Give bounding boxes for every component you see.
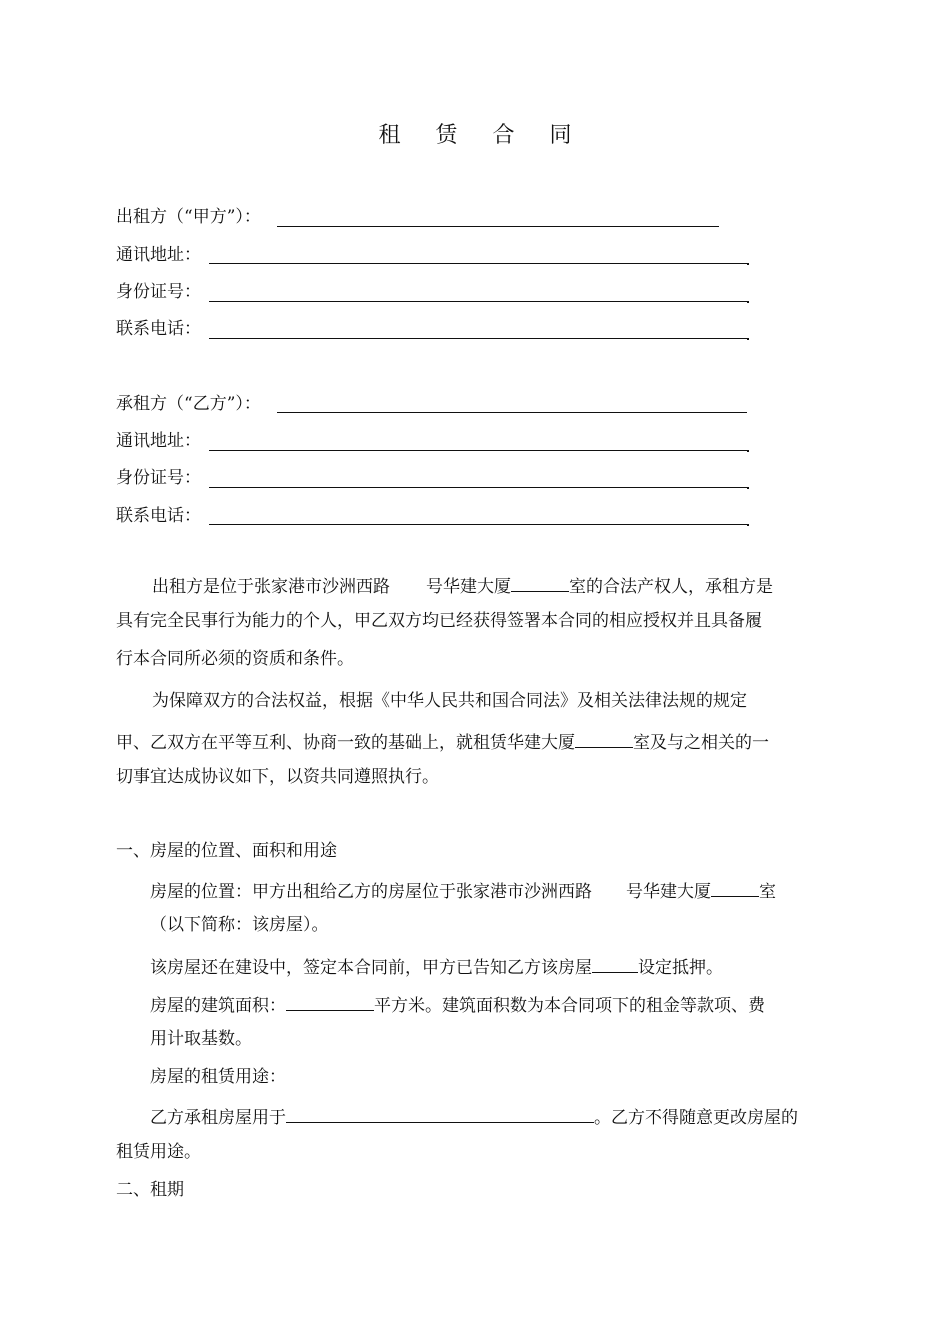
- area-text-b: 平方米。建筑面积数为本合同项下的租金等款项、费: [374, 996, 765, 1016]
- line-end-mark: [747, 338, 749, 340]
- location-text-b: 号华建大厦: [626, 882, 711, 902]
- intro1-text-c: 室的合法产权人，承租方是: [569, 577, 773, 597]
- area-blank[interactable]: [286, 992, 374, 1011]
- intro1-line3: 行本合同所必须的资质和条件。: [116, 649, 354, 669]
- area-line2: 用计取基数。: [150, 1029, 252, 1049]
- lessee-name-field[interactable]: [277, 412, 747, 413]
- intro2-line2: [116, 729, 769, 753]
- location-line: [150, 878, 776, 902]
- line-end-mark: [747, 524, 749, 526]
- section2-heading: 二、租期: [116, 1180, 184, 1200]
- use-text-a: 乙方承租房屋用于: [150, 1108, 286, 1128]
- lessor-address-field[interactable]: [209, 263, 747, 264]
- lessee-phone-field[interactable]: [209, 524, 747, 525]
- line-end-mark: [747, 450, 749, 452]
- intro2-text-a: 甲、乙双方在平等互利、协商一致的基础上，就租赁华建大厦: [116, 733, 575, 753]
- room-number-blank[interactable]: [711, 878, 759, 897]
- location-note: （以下简称：该房屋）。: [150, 915, 329, 935]
- use-line: [150, 1104, 798, 1128]
- lessee-id-field[interactable]: [209, 487, 747, 488]
- lessee-address-field[interactable]: [209, 450, 747, 451]
- lessor-address-label: 通讯地址：: [116, 245, 201, 265]
- use-heading: 房屋的租赁用途：: [150, 1067, 286, 1087]
- use-text-b: 。乙方不得随意更改房屋的: [594, 1108, 798, 1128]
- lessor-name-label: 出租方（“甲方”）：: [116, 207, 261, 227]
- intro2-line1: 为保障双方的合法权益，根据《中华人民共和国合同法》及相关法律法规的规定: [152, 691, 747, 711]
- lessee-id-label: 身份证号：: [116, 468, 201, 488]
- line-end-mark: [747, 487, 749, 489]
- area-line: [150, 992, 765, 1016]
- lessee-name-label: 承租方（“乙方”）：: [116, 394, 261, 414]
- intro1-line2: 具有完全民事行为能力的个人，甲乙双方均已经获得签署本合同的相应授权并且具备履: [116, 611, 762, 631]
- lessor-phone-field[interactable]: [209, 338, 747, 339]
- intro2-text-b: 室及与之相关的一: [633, 733, 769, 753]
- lessor-phone-label: 联系电话：: [116, 319, 201, 339]
- mortgage-text-b: 设定抵押。: [638, 958, 723, 978]
- lessee-address-label: 通讯地址：: [116, 431, 201, 451]
- mortgage-line: [150, 954, 723, 978]
- location-text-a: 房屋的位置：甲方出租给乙方的房屋位于张家港市沙洲西路: [150, 882, 592, 902]
- intro1-text-a: 出租方是位于张家港市沙洲西路: [152, 577, 390, 597]
- line-end-mark: [747, 263, 749, 265]
- lessor-id-field[interactable]: [209, 301, 747, 302]
- section1-heading: 一、房屋的位置、面积和用途: [116, 841, 337, 861]
- room-number-blank[interactable]: [511, 573, 569, 592]
- intro1-text-b: 号华建大厦: [426, 577, 511, 597]
- intro1-line1: [152, 573, 773, 597]
- location-text-c: 室: [759, 882, 776, 902]
- area-text-a: 房屋的建筑面积：: [150, 996, 286, 1016]
- use-blank[interactable]: [286, 1104, 594, 1123]
- lessor-name-field[interactable]: [277, 226, 719, 227]
- mortgage-text-a: 该房屋还在建设中，签定本合同前，甲方已告知乙方该房屋: [150, 958, 592, 978]
- mortgage-blank[interactable]: [592, 954, 638, 973]
- use-line2: 租赁用途。: [116, 1142, 201, 1162]
- lessor-id-label: 身份证号：: [116, 282, 201, 302]
- document-title: 租 赁 合 同: [378, 123, 586, 148]
- intro2-line3: 切事宜达成协议如下，以资共同遵照执行。: [116, 767, 439, 787]
- lessee-phone-label: 联系电话：: [116, 506, 201, 526]
- room-number-blank[interactable]: [575, 729, 633, 748]
- line-end-mark: [747, 301, 749, 303]
